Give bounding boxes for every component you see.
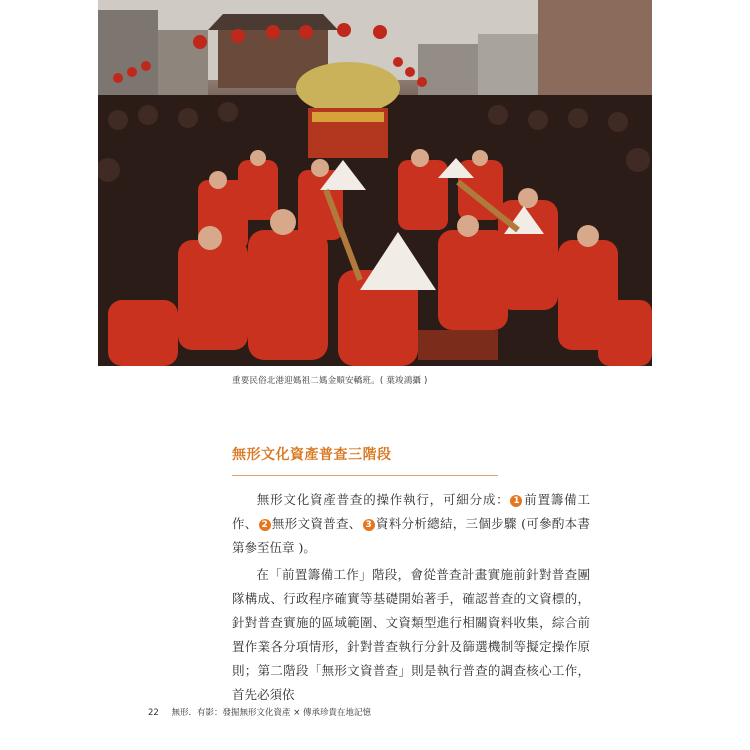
step-1-badge: 1	[510, 495, 522, 507]
book-title: 無形．有影：發掘無形文化資產 × 傳承珍貴在地記憶	[171, 708, 372, 718]
title-divider	[232, 475, 498, 476]
procession-illustration	[98, 0, 652, 366]
para1-text-b: 前置籌備工作、	[232, 492, 590, 531]
page-number: 22	[148, 708, 159, 718]
procession-photo	[98, 0, 652, 366]
paragraph-2	[232, 563, 590, 707]
step-2-badge: 2	[259, 519, 271, 531]
photo-caption: 重要民俗北港迎媽祖二媽金順安轎班。( 葉竣鴻攝 )	[232, 376, 428, 386]
section-title: 無形文化資產普查三階段	[232, 447, 392, 463]
para1-text-a: 無形文化資產普查的操作執行，可細分成：	[256, 492, 510, 507]
page-footer	[148, 706, 371, 718]
step-3-badge: 3	[363, 519, 375, 531]
paragraph-1	[232, 488, 590, 560]
body-text	[232, 488, 590, 710]
para2-text: 在「前置籌備工作」階段，會從普查計畫實施前針對普查團隊構成、行政程序確實等基礎開始著手，確認普查的文資標的，針對普查實施的區域範圍、文資類型進行相關資料收集，綜合前置作業各分項情形，針對普查執行分針及篩選機制等擬定操作原則；第二階段「無形文資普查」則是執行普查的調查核心工作，首先必須依	[232, 567, 590, 702]
para1-text-c: 無形文資普查、	[271, 516, 362, 531]
para1-text-d: 資料分析總結，三個步驟 (可參酌本書第參至伍章 )。	[232, 516, 590, 555]
